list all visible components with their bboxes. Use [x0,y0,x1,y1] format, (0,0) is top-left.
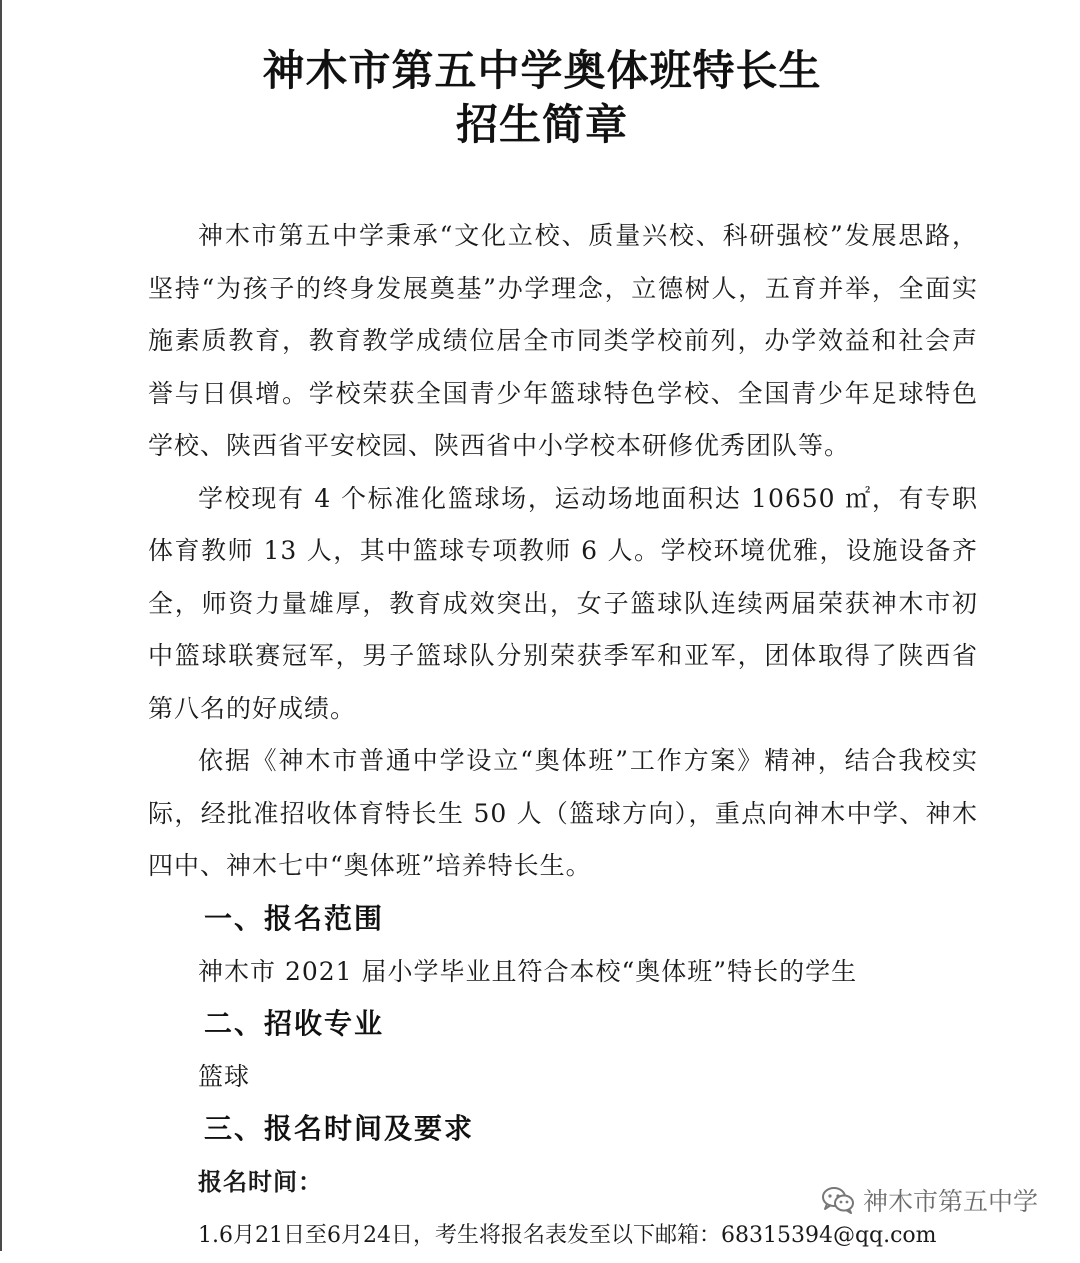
wechat-watermark [813,1180,1046,1220]
document-body [148,210,978,1263]
paragraph-facilities: 学校现有 4 个标准化篮球场，运动场地面积达 10650 ㎡，有专职体育教师 13 人，其中篮球专项教师 6 人。学校环境优雅，设施设备齐全，师资力量雄厚，教育成效突出，女子篮球队连续两届荣获神木市初中篮球联赛冠军，男子篮球队分别荣获季军和亚军，团体取得了陕西省第八名的好成绩。 [148,483,978,723]
section-heading-scope: 一、报名范围 [204,901,385,935]
section-content-time: 1.6月21日至6月24日，考生将报名表发至以下邮箱：68315394@qq.com [198,1222,937,1248]
section-heading-major: 二、招收专业 [204,1006,385,1040]
section-heading-time: 三、报名时间及要求 [204,1111,475,1145]
paragraph-intro: 神木市第五中学秉承“文化立校、质量兴校、科研强校”发展思路，坚持“为孩子的终身发展奠基”办学理念，立德树人，五育并举，全面实施素质教育，教育教学成绩位居全市同类学校前列，办学效益和社会声誉与日俱增。学校荣获全国青少年篮球特色学校、全国青少年足球特色学校、陕西省平安校园、陕西省中小学校本研修优秀团队等。 [148,221,978,460]
wechat-icon [821,1186,855,1214]
document-title [2,44,1080,152]
section-subheading-time: 报名时间： [198,1167,323,1196]
section-content-major: 篮球 [198,1061,251,1091]
paragraph-basis: 依据《神木市普通中学设立“奥体班”工作方案》精神，结合我校实际，经批准招收体育特长生 50 人（篮球方向），重点向神木中学、神木四中、神木七中“奥体班”培养特长生。 [148,746,978,880]
watermark-text: 神木市第五中学 [862,1187,1038,1216]
title-line-2: 招生简章 [455,100,628,149]
section-content-scope: 神木市 2021 届小学毕业且符合本校“奥体班”特长的学生 [198,956,858,986]
title-line-1: 神木市第五中学奥体班特长生 [262,46,822,95]
